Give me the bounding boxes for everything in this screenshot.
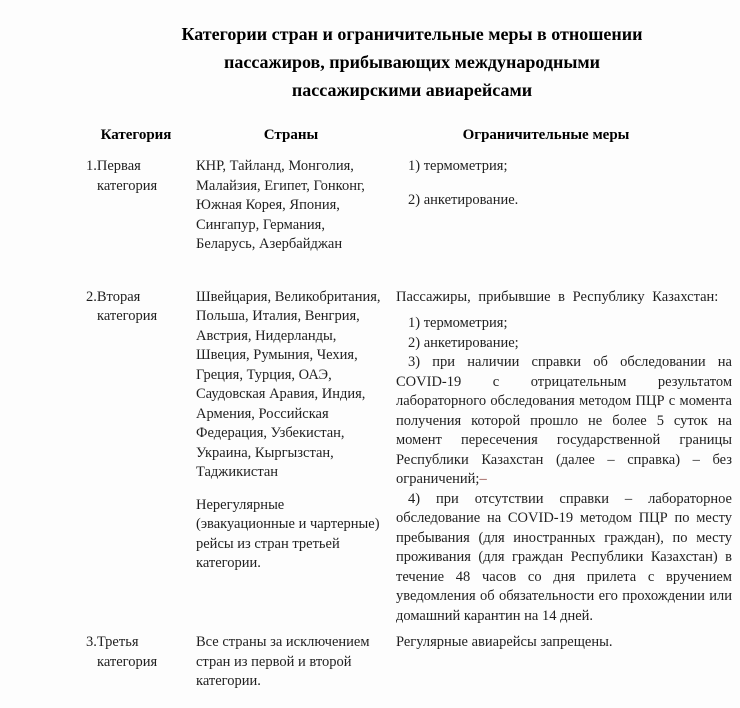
- measure-item: 4) при отсутствии справки – лабораторное обследование на COVID-19 методом ПЦР по месту пребывания (для иностранных граждан), по месту проживания (для граждан Республики Казахстан) в течение 48 часов со дня прилета с вручением уведомления об обязательности его прохождении или домашний карантин на 14 дней.: [396, 490, 732, 624]
- measure-item: [396, 353, 732, 490]
- col-header-countries: Страны: [263, 127, 319, 143]
- table-row-first-category: [86, 157, 722, 255]
- measure-item: 1) термометрия;: [408, 315, 508, 331]
- measures-cell: [396, 288, 732, 627]
- measures-intro: Пассажиры, прибывшие в Республику Казахстан:: [396, 288, 719, 305]
- measure-item: 2) анкетирование;: [408, 334, 519, 351]
- measure-item: 2) анкетирование.: [408, 191, 519, 208]
- measures-cell: [396, 633, 732, 692]
- category-cell: [86, 288, 186, 627]
- table-row-second-category: [86, 288, 732, 627]
- category-cell: [86, 157, 186, 255]
- countries-list: КНР, Тайланд, Монголия, Малайзия, Египет, Гонконг, Южная Корея, Япония, Сингапур, Германия, Беларусь, Азербайджан: [196, 158, 365, 252]
- countries-list: Швейцария, Великобритания, Польша, Италия, Венгрия, Австрия, Нидерланды, Швеция, Румыния, Чехия, Греция, Турция, ОАЭ, Саудовская Аравия, Индия, Армения, Российская Федерация, Узбекистан, Украина, Кыргызстан, Таджикистан: [196, 288, 381, 480]
- col-header-category: Категория: [100, 127, 172, 143]
- measure-item-text: 3) при наличии справки об обследовании на COVID-19 с отрицательным результатом лабораторного обследования методом ПЦР с момента получения которой прошло не более 5 суток на момент пересечения государственной границы Республики Казахстан (далее – справка) – без ограничений;: [396, 354, 732, 487]
- countries-cell: [196, 157, 386, 255]
- category-cell: [86, 633, 186, 692]
- category-label: 1.Первая категория: [86, 158, 158, 194]
- red-dash-mark: –: [479, 471, 487, 487]
- measures-cell: [396, 157, 732, 255]
- countries-list: Все страны за исключением стран из первой и второй категории.: [196, 634, 370, 689]
- category-label: 2.Вторая категория: [86, 288, 158, 324]
- table-row-third-category: [86, 633, 722, 692]
- table-header-row: [86, 127, 722, 144]
- countries-note: Нерегулярные (эвакуационные и чартерные) рейсы из стран третьей категории.: [196, 496, 380, 571]
- countries-cell: [196, 288, 386, 627]
- measure-item: 1) термометрия;: [408, 158, 508, 174]
- measure-item: Регулярные авиарейсы запрещены.: [396, 634, 613, 650]
- page-title: Категории стран и ограничительные меры в отношении пассажиров, прибывающих международными пассажирскими авиарейсами: [181, 24, 643, 100]
- col-header-measures: Ограничительные меры: [462, 127, 630, 143]
- category-label: 3.Третья категория: [86, 634, 158, 670]
- countries-cell: [196, 633, 386, 692]
